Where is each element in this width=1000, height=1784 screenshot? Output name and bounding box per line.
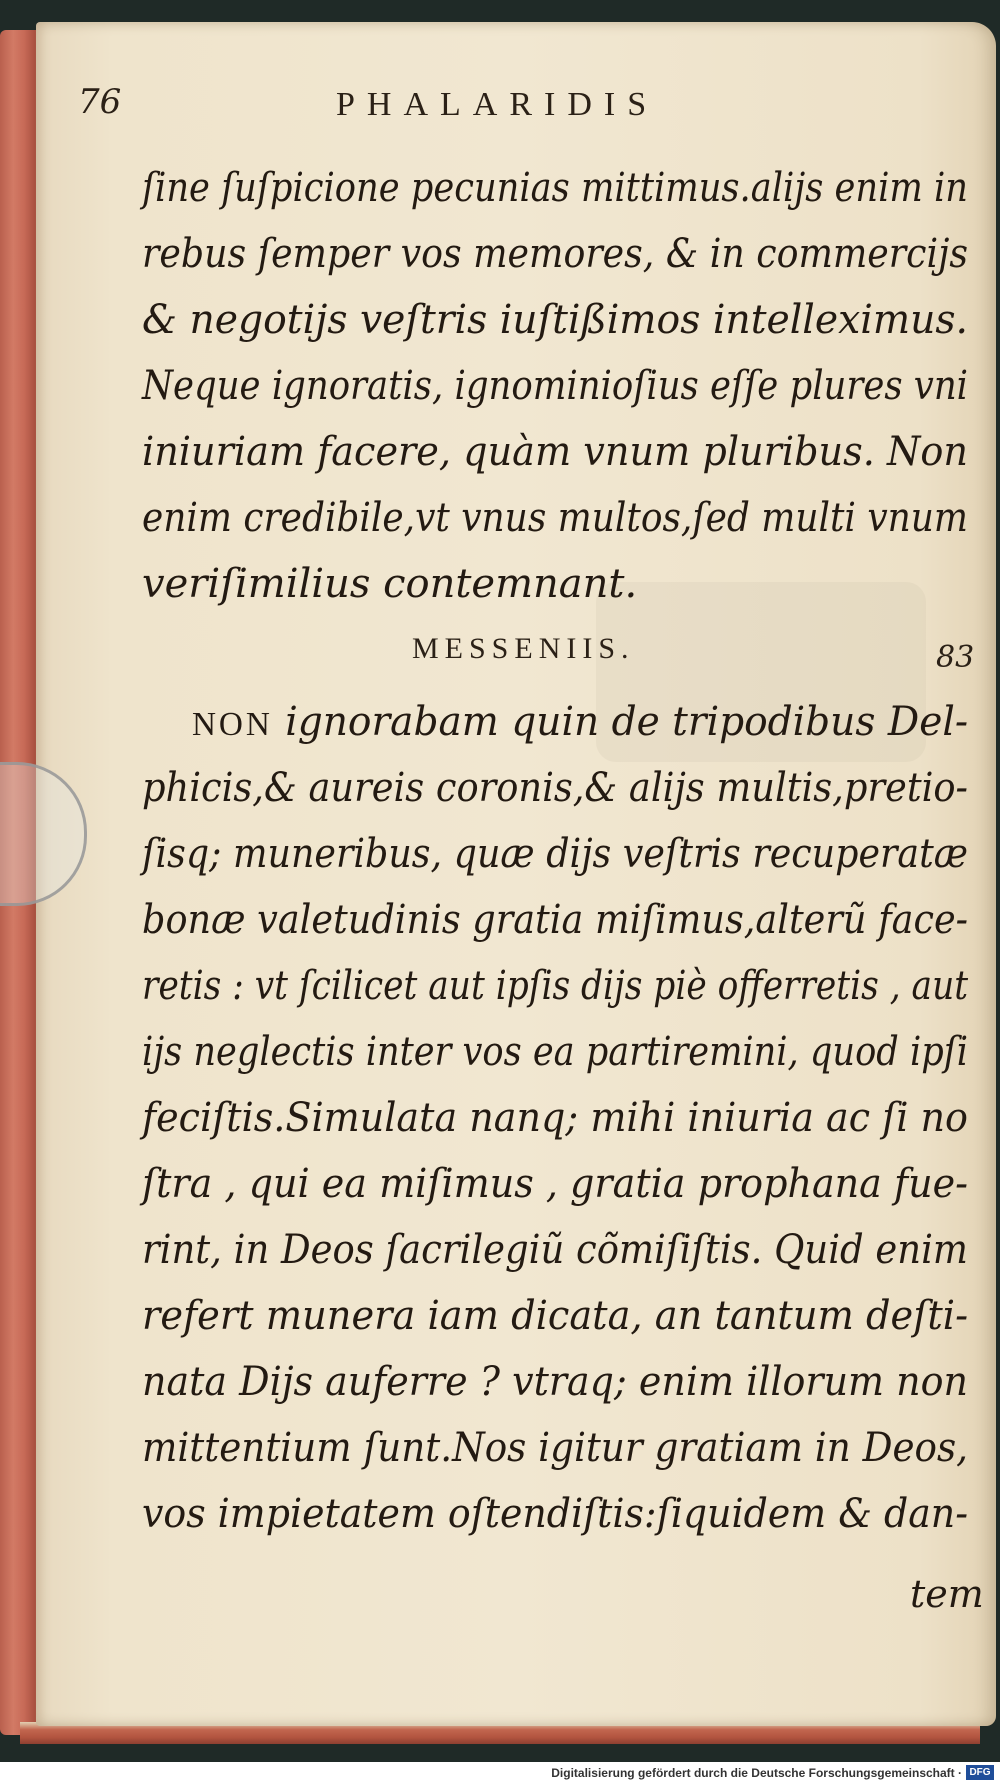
text-line: & negotijs veſtris iuſtißimos intelleximus.: [142, 297, 969, 343]
text-line: retis : vt ſcilicet aut ipſis dijs piè offerretis , aut: [142, 963, 969, 1009]
text-line: refert munera iam dicata, an tantum deſti-: [142, 1293, 969, 1339]
first-line: [192, 699, 969, 745]
first-line-text: ignorabam quin de tripodibus Del-: [272, 699, 969, 745]
text-line: Neque ignoratis, ignominioſius eſſe plures vni: [142, 363, 969, 409]
text-line: nata Dijs auferre ? vtraq; enim illorum non: [142, 1359, 968, 1405]
text-line: ijs neglectis inter vos ea partiremini, quod ipſi: [142, 1029, 968, 1075]
text-line: vos impietatem oſtendiſtis:ſiquidem & dan-: [142, 1491, 969, 1537]
running-title: PHALARIDIS: [336, 86, 659, 123]
footer-bar: [0, 1762, 1000, 1784]
opening-word: NON: [192, 706, 273, 743]
marginal-number: 83: [936, 640, 975, 675]
text-line: enim credibile,vt vnus multos,ſed multi vnum: [142, 495, 968, 541]
section-heading: MESSENIIS.: [412, 632, 635, 665]
running-head: [0, 82, 1000, 132]
text-line: phicis,& aureis coronis,& alijs multis,pretio-: [142, 765, 968, 811]
text-line: feciſtis.Simulata nanq; mihi iniuria ac ſi no: [142, 1095, 968, 1141]
text-line: iniuriam facere, quàm vnum pluribus. Non: [142, 429, 968, 475]
text-line: mittentium ſunt.Nos igitur gratiam in Deos,: [142, 1425, 968, 1471]
page-number: 76: [78, 82, 122, 122]
text-line: rint, in Deos ſacrilegiũ cõmiſiſtis. Quid enim: [142, 1227, 968, 1273]
digitization-credit: Digitalisierung gefördert durch die Deutsche Forschungsgemeinschaft ·: [551, 1766, 962, 1780]
text-line: bonæ valetudinis gratia miſimus,alterũ face-: [142, 897, 969, 943]
dfg-logo-icon: DFG: [966, 1765, 994, 1780]
text-line: ſtra , qui ea miſimus , gratia prophana fue-: [142, 1161, 968, 1207]
text-line: veriſimilius contemnant.: [142, 561, 638, 607]
text-line: ſine ſuſpicione pecunias mittimus.alijs enim in: [142, 165, 968, 211]
catchword: tem: [910, 1572, 984, 1616]
text-line: ſisq; muneribus, quæ dijs veſtris recuperatæ: [142, 831, 968, 877]
text-line: rebus ſemper vos memores, & in commercijs: [142, 231, 968, 277]
